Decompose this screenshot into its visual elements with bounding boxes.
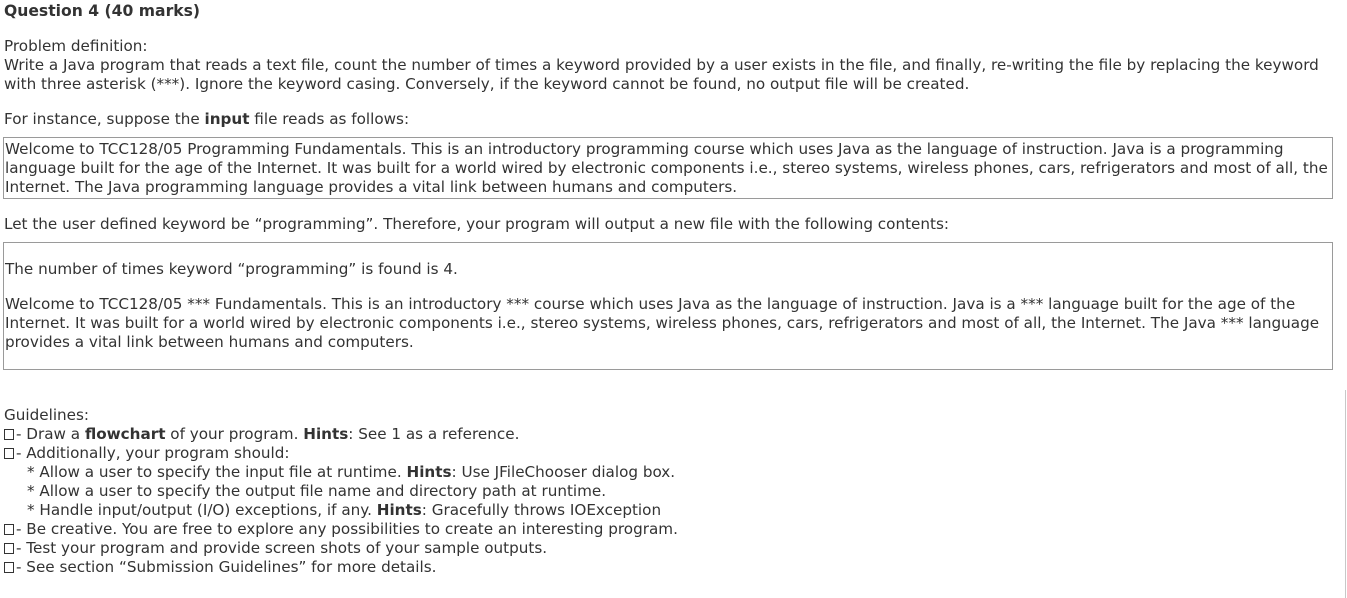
question-content: [4, 0, 1336, 577]
guideline-subitem-output-file: * Allow a user to specify the output file name and directory path at runtime.: [27, 482, 607, 500]
checkbox-glyph-icon: [4, 448, 14, 459]
guideline-subitem-input-file: * Allow a user to specify the input file at runtime. Hints: Use JFileChooser dialog box.: [27, 463, 676, 481]
guidelines-heading: Guidelines:: [4, 406, 90, 424]
input-file-box: [3, 137, 1333, 199]
checkbox-glyph-icon: [4, 543, 14, 554]
instance-prefix: For instance, suppose the: [4, 110, 205, 128]
guideline-item-additionally: - Additionally, your program should:: [4, 444, 1336, 463]
problem-definition-heading: Problem definition:: [4, 37, 148, 55]
keyword-line: Let the user defined keyword be “programming”. Therefore, your program will output a new file with the following contents:: [4, 215, 949, 233]
guideline-item-submission: - See section “Submission Guidelines” for more details.: [4, 558, 1336, 577]
output-count-line: The number of times keyword “programming” is found is 4.: [5, 260, 458, 278]
instance-bold-input: input: [204, 110, 250, 128]
problem-definition-text: Write a Java program that reads a text file, count the number of times a keyword provided by a user exists in the file, and finally, re-writing the file by replacing the keyword with three asterisk (***). Ignore the keyword casing. Conversely, if the keyword cannot be found, no output file will be created.: [4, 56, 1319, 93]
instance-line: [4, 110, 1336, 129]
guideline-item-test: - Test your program and provide screen shots of your sample outputs.: [4, 539, 1336, 558]
guideline-item-flowchart: - Draw a flowchart of your program. Hints: See 1 as a reference.: [4, 425, 1336, 444]
input-file-text: Welcome to TCC128/05 Programming Fundamentals. This is an introductory programming course which uses Java as the language of instruction. Java is a programming language built for the age of the Internet. It was built for a world wired by electronic components i.e., stereo systems, wireless phones, cars, refrigerators and most of all, the Internet. The Java programming language provides a vital link between humans and computers.: [5, 140, 1328, 196]
instance-suffix: file reads as follows:: [249, 110, 410, 128]
scroll-edge-divider: [1345, 390, 1346, 598]
checkbox-glyph-icon: [4, 562, 14, 573]
checkbox-glyph-icon: [4, 429, 14, 440]
checkbox-glyph-icon: [4, 524, 14, 535]
guideline-item-creative: - Be creative. You are free to explore any possibilities to create an interesting program.: [4, 520, 1336, 539]
question-title: Question 4 (40 marks): [4, 2, 201, 20]
guideline-subitem-exceptions: * Handle input/output (I/O) exceptions, if any. Hints: Gracefully throws IOException: [27, 501, 662, 519]
output-file-box: [3, 242, 1333, 370]
output-file-text: Welcome to TCC128/05 *** Fundamentals. This is an introductory *** course which uses Java as the language of instruction. Java is a *** language built for the age of the Internet. It was built for a world wired by electronic components i.e., stereo systems, wireless phones, cars, refrigerators and most of all, the Internet. The Java *** language provides a vital link between humans and computers.: [5, 295, 1320, 351]
